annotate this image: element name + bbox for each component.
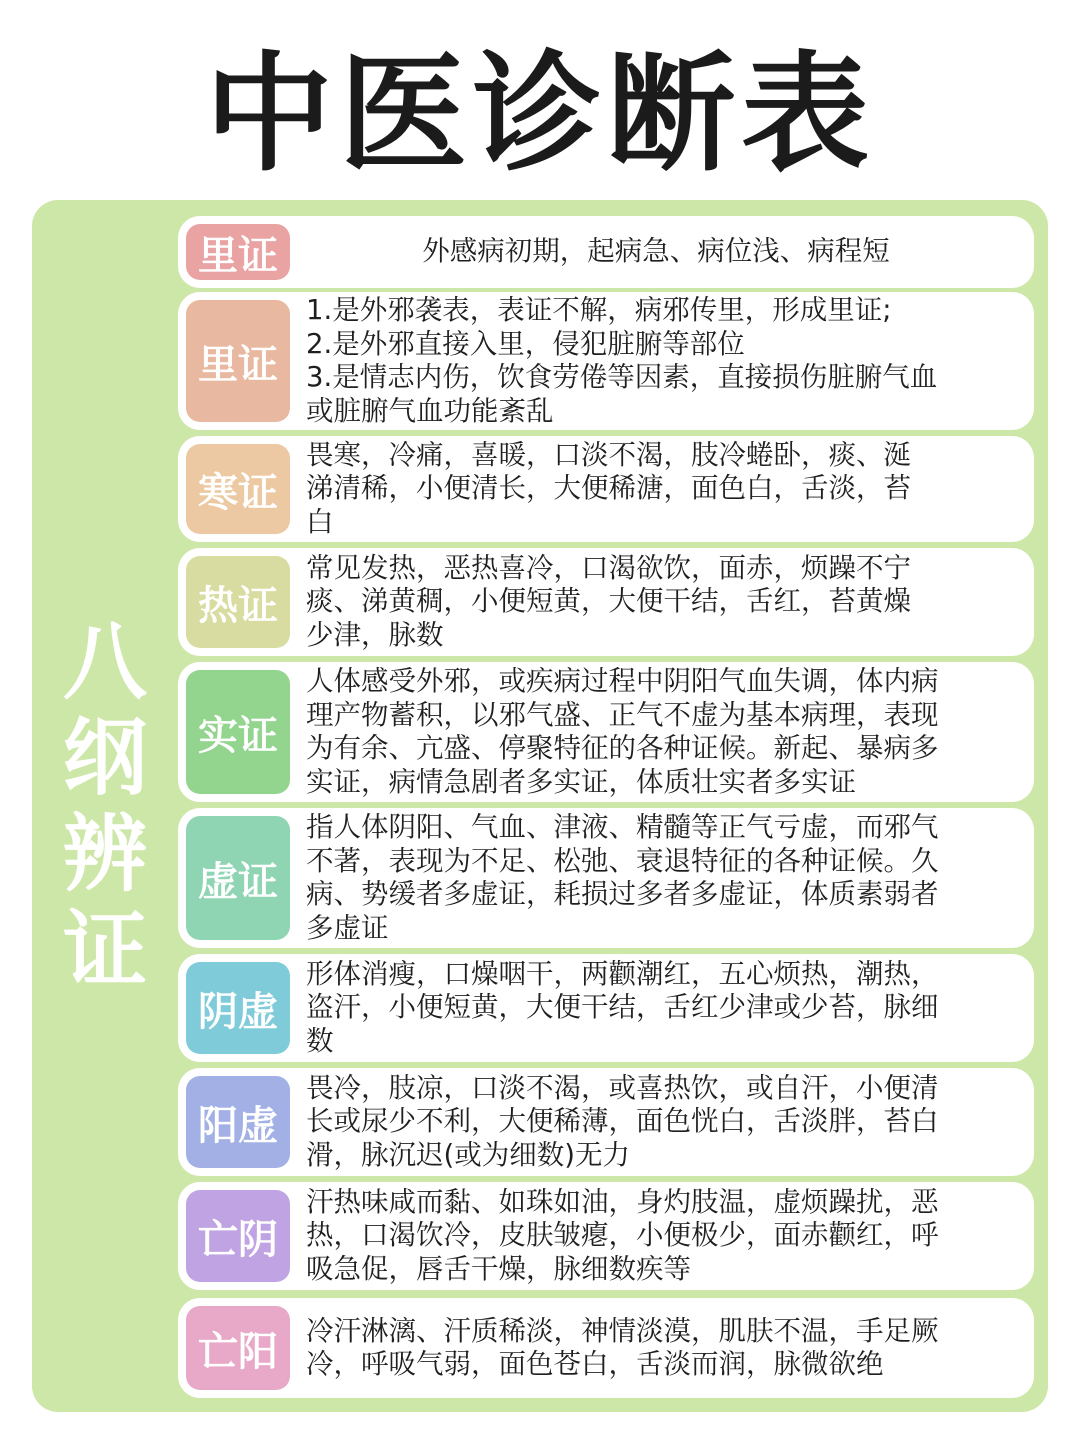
row-text: 外感病初期，起病急、病位浅、病程短 — [422, 235, 890, 268]
row-text: 指人体阴阳、气血、津液、精髓等正气亏虚，而邪气 不著，表现为不足、松弛、衰退特征的各种证候。久 病、势缓者多虚证，耗损过多者多虚证，体质素弱者 多虚证 — [306, 811, 939, 944]
row-text: 形体消瘦，口燥咽干，两颧潮红，五心烦热，潮热， 盗汗，小便短黄，大便干结，舌红少津或少苔，脉细 数 — [306, 957, 939, 1057]
page-title: 中医诊断表 — [204, 40, 875, 189]
row-biaozheng — [178, 216, 1034, 288]
row-lizheng — [178, 292, 1034, 430]
side-char: 八 — [62, 613, 147, 711]
row-label: 虚证 — [186, 816, 290, 940]
row-label: 里证 — [186, 224, 290, 280]
row-shizheng — [178, 662, 1034, 802]
row-label: 阳虚 — [186, 1076, 290, 1168]
row-text: 常见发热，恶热喜冷，口渴欲饮，面赤，烦躁不宁 痰、涕黄稠，小便短黄，大便干结，舌红，苔黄燥 少津，脉数 — [306, 551, 911, 651]
diagnosis-panel — [32, 200, 1048, 1412]
row-yinxu — [178, 954, 1034, 1062]
side-char: 纲 — [62, 709, 147, 807]
side-char: 证 — [62, 901, 147, 999]
row-label: 亡阴 — [186, 1190, 290, 1282]
row-rezheng — [178, 548, 1034, 656]
row-wangyin — [178, 1182, 1034, 1290]
row-label: 阴虚 — [186, 962, 290, 1054]
row-text: 畏寒，冷痛，喜暖，口淡不渴，肢冷蜷卧，痰、涎 涕清稀，小便清长，大便稀溏，面色白，舌淡，苔 白 — [306, 438, 911, 538]
row-xuzheng — [178, 808, 1034, 948]
row-label: 亡阳 — [186, 1306, 290, 1390]
side-char: 辨 — [62, 805, 147, 903]
row-text: 人体感受外邪，或疾病过程中阴阳气血失调，体内病 理产物蓄积，以邪气盛、正气不虚为基本病理，表现 为有余、亢盛、停聚特征的各种证候。新起、暴病多 实证，病情急剧者多实证，体质壮实者多实证 — [306, 665, 939, 798]
row-label: 寒证 — [186, 444, 290, 534]
row-hanzheng — [178, 436, 1034, 542]
row-text: 1.是外邪袭表，表证不解，病邪传里，形成里证; 2.是外邪直接入里，侵犯脏腑等部位 3.是情志内伤，饮食劳倦等因素，直接损伤脏腑气血 或脏腑气血功能紊乱 — [306, 294, 938, 427]
row-yangxu — [178, 1068, 1034, 1176]
row-text: 汗热味咸而黏、如珠如油，身灼肢温，虚烦躁扰，恶 热，口渴饮冷，皮肤皱瘪，小便极少，面赤颧红，呼 吸急促，唇舌干燥，脉细数疾等 — [306, 1185, 939, 1285]
row-label: 里证 — [186, 300, 290, 422]
row-label: 实证 — [186, 670, 290, 794]
row-wangyang — [178, 1298, 1034, 1398]
row-text: 冷汗淋漓、汗质稀淡，神情淡漠，肌肤不温，手足厥 冷，呼吸气弱，面色苍白，舌淡而润，脉微欲绝 — [306, 1314, 939, 1380]
row-label: 热证 — [186, 556, 290, 648]
row-text: 畏冷，肢凉，口淡不渴，或喜热饮，或自汗，小便清 长或尿少不利，大便稀薄，面色恍白，舌淡胖，苔白 滑，脉沉迟(或为细数)无力 — [306, 1071, 939, 1171]
side-category — [32, 200, 178, 1412]
